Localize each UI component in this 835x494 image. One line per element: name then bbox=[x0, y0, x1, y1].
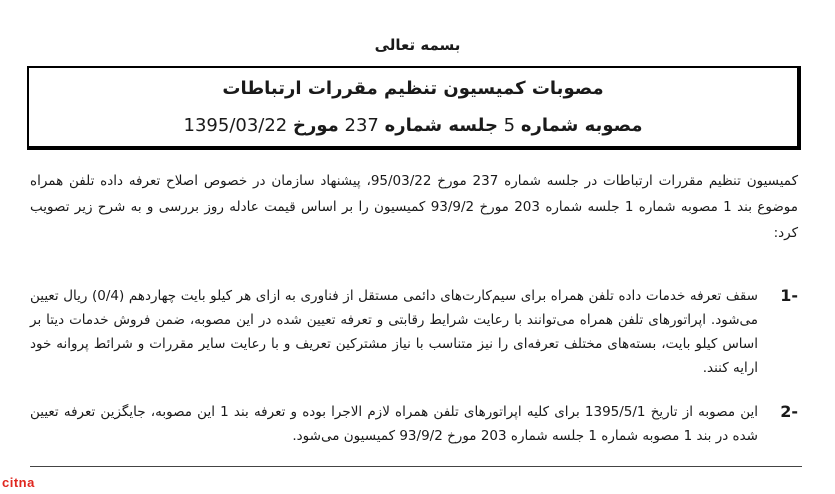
date-label: مورخ bbox=[293, 115, 339, 136]
decree-number: 5 bbox=[503, 115, 516, 136]
clause-number: -1 bbox=[780, 286, 798, 305]
session-number: 237 bbox=[344, 115, 379, 136]
intro-paragraph: کمیسیون تنظیم مقررات ارتباطات در جلسه شماره 237 مورخ 95/03/22، پیشنهاد سازمان در خصوص اصلاح تعرفه داده تلفن همراه موضوع بند 1 مصوبه شماره 1 جلسه شماره 203 مورخ 93/9/2 کمیسیون را بر اساس قیمت عادله روز بررسی و به شرح زیر تصویب کرد: bbox=[30, 173, 799, 241]
bottom-divider bbox=[30, 466, 802, 467]
clause-1 bbox=[30, 284, 798, 380]
decree-date: 1395/03/22 bbox=[183, 115, 288, 136]
clause-text: سقف تعرفه خدمات داده تلفن همراه برای سیم‌کارت‌های دائمی مستقل از فناوری به ازای هر کیلو بایت چهاردهم (0/4) ریال تعیین می‌شود. اپراتورهای تلفن همراه می‌توانند با رعایت شرایط رقابتی و تعرفه تعیین شده در این مصوبه، ضمن فروش خدمات دیتا بر اساس کیلو بایت، بسته‌های مختلف تعرفه‌ای را نیز متناسب با نیاز مشترکین تعریف و با رعایت سایر مقررات و شرائط پروانه خود ارایه کنند. bbox=[30, 288, 758, 376]
clause-2 bbox=[30, 400, 798, 448]
citna-logo: citna bbox=[2, 475, 35, 490]
bismillah-heading: بسمه تعالی bbox=[374, 36, 461, 54]
session-label: جلسه شماره bbox=[384, 115, 498, 136]
commission-title: مصوبات کمیسیون تنظیم مقررات ارتباطات bbox=[222, 78, 604, 99]
clause-number: -2 bbox=[780, 402, 798, 421]
title-box bbox=[27, 66, 801, 150]
decree-prefix: مصوبه شماره bbox=[520, 115, 643, 136]
decree-line bbox=[29, 115, 797, 136]
clause-text: این مصوبه از تاریخ 1395/5/1 برای کلیه اپراتورهای تلفن همراه لازم الاجرا بوده و تعرفه بند 1 این مصوبه، جایگزین تعرفه تعیین شده در بند 1 مصوبه شماره 1 جلسه شماره 203 مورخ 93/9/2 کمیسیون می‌شود. bbox=[30, 404, 758, 444]
